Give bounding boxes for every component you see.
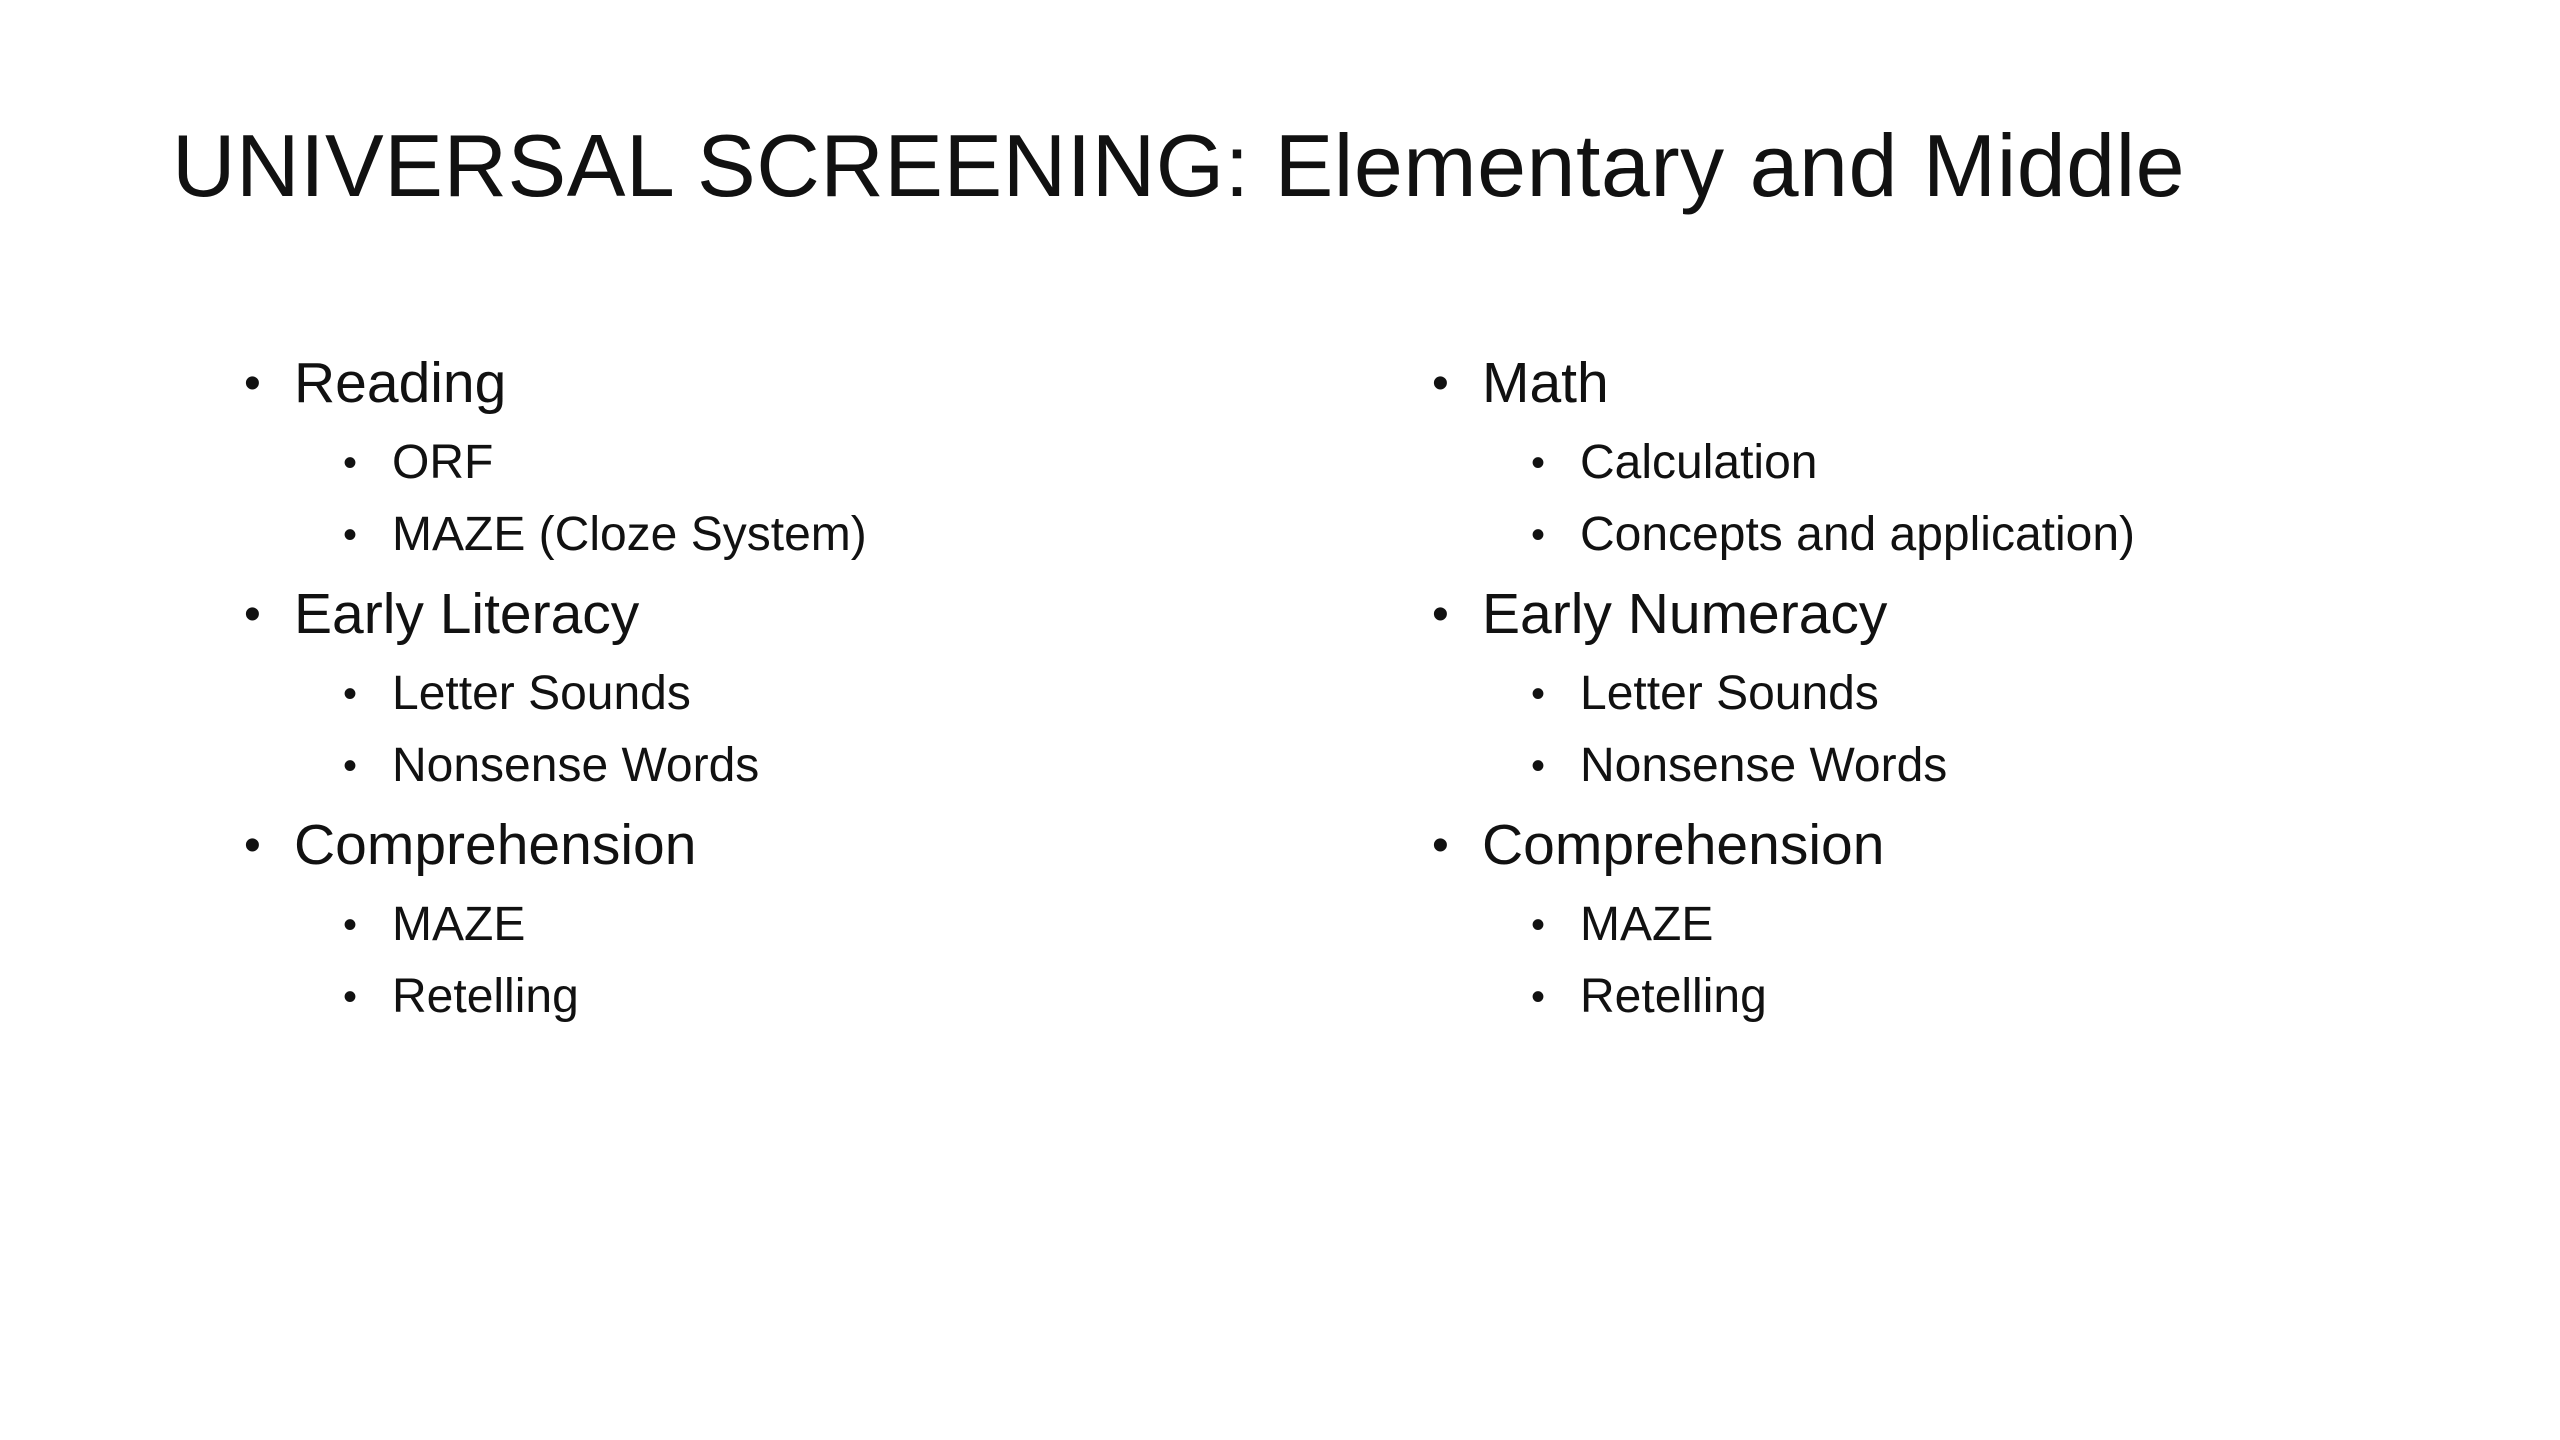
sub-list-item-label: MAZE [392,898,526,951]
sub-list-item-label: Letter Sounds [1580,667,1879,720]
left-column [244,340,1244,1033]
sub-list-item-label: Nonsense Words [1580,739,1948,792]
sub-list-item [1432,427,2432,499]
list-item-label: Comprehension [294,813,697,877]
bullet-icon: • [343,903,358,947]
sub-list-item-label: Concepts and application) [1580,508,2136,561]
sub-list-item [1432,499,2432,571]
sub-list-item [244,961,1244,1033]
list-item-label: Math [1482,351,1609,415]
bullet-icon: • [244,357,261,410]
bullet-icon: • [244,588,261,641]
bullet-icon: • [244,819,261,872]
bullet-icon: • [343,513,358,557]
sub-list-item [244,658,1244,730]
bullet-icon: • [1531,903,1546,947]
bullet-icon: • [1531,744,1546,788]
list-item-label: Comprehension [1482,813,1885,877]
bullet-icon: • [343,672,358,716]
bullet-icon: • [1432,588,1449,641]
slide-title: UNIVERSAL SCREENING: Elementary and Middle [172,116,2186,215]
sub-list-item-label: MAZE [1580,898,1714,951]
bullet-icon: • [1531,672,1546,716]
bullet-icon: • [343,744,358,788]
sub-list-item [244,889,1244,961]
bullet-icon: • [343,441,358,485]
list-item-label: Early Literacy [294,582,640,646]
sub-list-item-label: MAZE (Cloze System) [392,508,867,561]
sub-list-item-label: Retelling [1580,970,1767,1023]
sub-list-item-label: Calculation [1580,436,1818,489]
bullet-icon: • [1531,975,1546,1019]
list-item-comprehension [244,802,1244,889]
list-item-label: Early Numeracy [1482,582,1888,646]
sub-list-item [1432,658,2432,730]
sub-list-item [244,730,1244,802]
sub-list-item-label: Retelling [392,970,579,1023]
list-item-early-numeracy [1432,571,2432,658]
sub-list-item [244,499,1244,571]
sub-list-item [1432,889,2432,961]
bullet-icon: • [1432,357,1449,410]
bullet-icon: • [343,975,358,1019]
bullet-icon: • [1432,819,1449,872]
bullet-icon: • [1531,441,1546,485]
list-item-reading [244,340,1244,427]
list-item-comprehension [1432,802,2432,889]
right-column [1432,340,2432,1033]
sub-list-item [1432,730,2432,802]
sub-list-item-label: Letter Sounds [392,667,691,720]
list-item-math [1432,340,2432,427]
sub-list-item [244,427,1244,499]
sub-list-item-label: ORF [392,436,494,489]
list-item-early-literacy [244,571,1244,658]
list-item-label: Reading [294,351,507,415]
sub-list-item-label: Nonsense Words [392,739,760,792]
sub-list-item [1432,961,2432,1033]
bullet-icon: • [1531,513,1546,557]
